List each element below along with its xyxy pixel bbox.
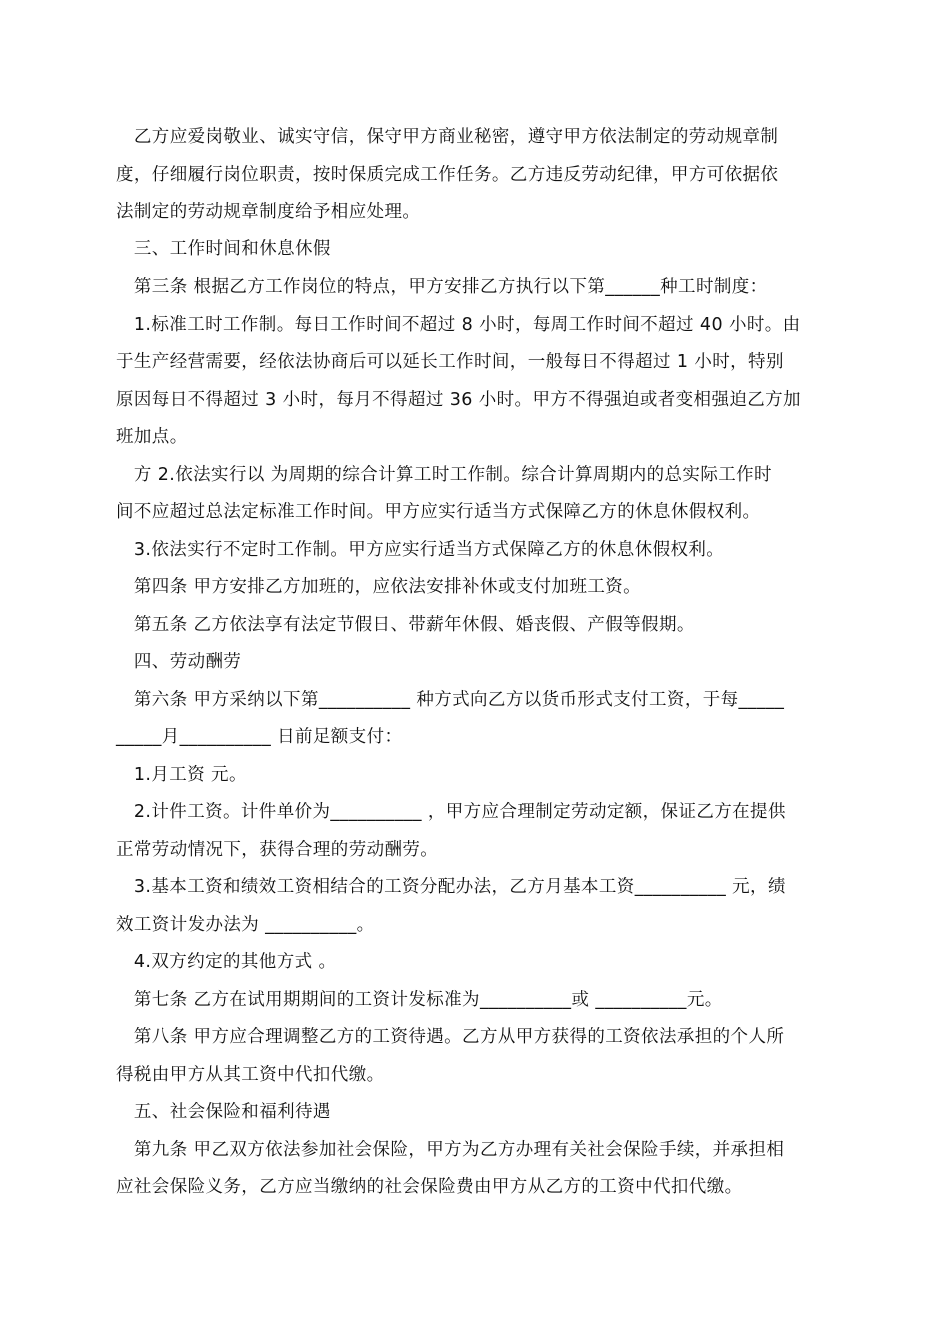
article-line: 第五条 乙方依法享有法定节假日、带薪年休假、婚丧假、产假等假期。 [116, 615, 695, 635]
paragraph-line: 4.双方约定的其他方式 。 [116, 952, 337, 972]
section-heading: 四、劳动酬劳 [116, 652, 242, 672]
article-line: 第六条 甲方采纳以下第__________ 种方式向乙方以货币形式支付工资，于每_____ [116, 690, 785, 710]
paragraph-line: 效工资计发办法为 __________。 [116, 915, 375, 935]
section-heading: 三、工作时间和休息休假 [116, 239, 331, 259]
paragraph-line: 得税由甲方从其工资中代扣代缴。 [116, 1065, 385, 1085]
paragraph-line: _____月__________ 日前足额支付： [116, 727, 403, 747]
article-line: 第三条 根据乙方工作岗位的特点，甲方安排乙方执行以下第______种工时制度： [116, 277, 768, 297]
article-line: 第九条 甲乙双方依法参加社会保险，甲方为乙方办理有关社会保险手续，并承担相 [116, 1140, 785, 1160]
article-line: 第七条 乙方在试用期期间的工资计发标准为__________或 __________元。 [116, 990, 723, 1010]
paragraph-line: 3.依法实行不定时工作制。甲方应实行适当方式保障乙方的休息休假权利。 [116, 540, 725, 560]
paragraph-line: 法制定的劳动规章制度给予相应处理。 [116, 202, 421, 222]
paragraph-line: 度，仔细履行岗位职责，按时保质完成工作任务。乙方违反劳动纪律，甲方可依据依 [116, 165, 779, 185]
paragraph-line: 方 2.依法实行以 为周期的综合计算工时工作制。综合计算周期内的总实际工作时 [116, 465, 772, 485]
section-heading: 五、社会保险和福利待遇 [116, 1102, 331, 1122]
paragraph-line: 应社会保险义务，乙方应当缴纳的社会保险费由甲方从乙方的工资中代扣代缴。 [116, 1177, 743, 1197]
paragraph-line: 班加点。 [116, 427, 188, 447]
paragraph-line: 正常劳动情况下，获得合理的劳动酬劳。 [116, 840, 439, 860]
paragraph-line: 3.基本工资和绩效工资相结合的工资分配办法，乙方月基本工资__________ 元，绩 [116, 877, 786, 897]
paragraph-line: 乙方应爱岗敬业、诚实守信，保守甲方商业秘密，遵守甲方依法制定的劳动规章制 [116, 127, 779, 147]
paragraph-line: 2.计件工资。计件单价为__________ ，甲方应合理制定劳动定额，保证乙方在提供 [116, 802, 786, 822]
article-line: 第八条 甲方应合理调整乙方的工资待遇。乙方从甲方获得的工资依法承担的个人所 [116, 1027, 785, 1047]
paragraph-line: 1.月工资 元。 [116, 765, 247, 785]
paragraph-line: 1.标准工时工作制。每日工作时间不超过 8 小时，每周工作时间不超过 40 小时。由 [116, 315, 801, 335]
paragraph-line: 原因每日不得超过 3 小时，每月不得超过 36 小时。甲方不得强迫或者变相强迫乙方加 [116, 390, 801, 410]
article-line: 第四条 甲方安排乙方加班的，应依法安排补休或支付加班工资。 [116, 577, 642, 597]
paragraph-line: 于生产经营需要，经依法协商后可以延长工作时间，一般每日不得超过 1 小时，特别 [116, 352, 784, 372]
paragraph-line: 间不应超过总法定标准工作时间。甲方应实行适当方式保障乙方的休息休假权利。 [116, 502, 761, 522]
